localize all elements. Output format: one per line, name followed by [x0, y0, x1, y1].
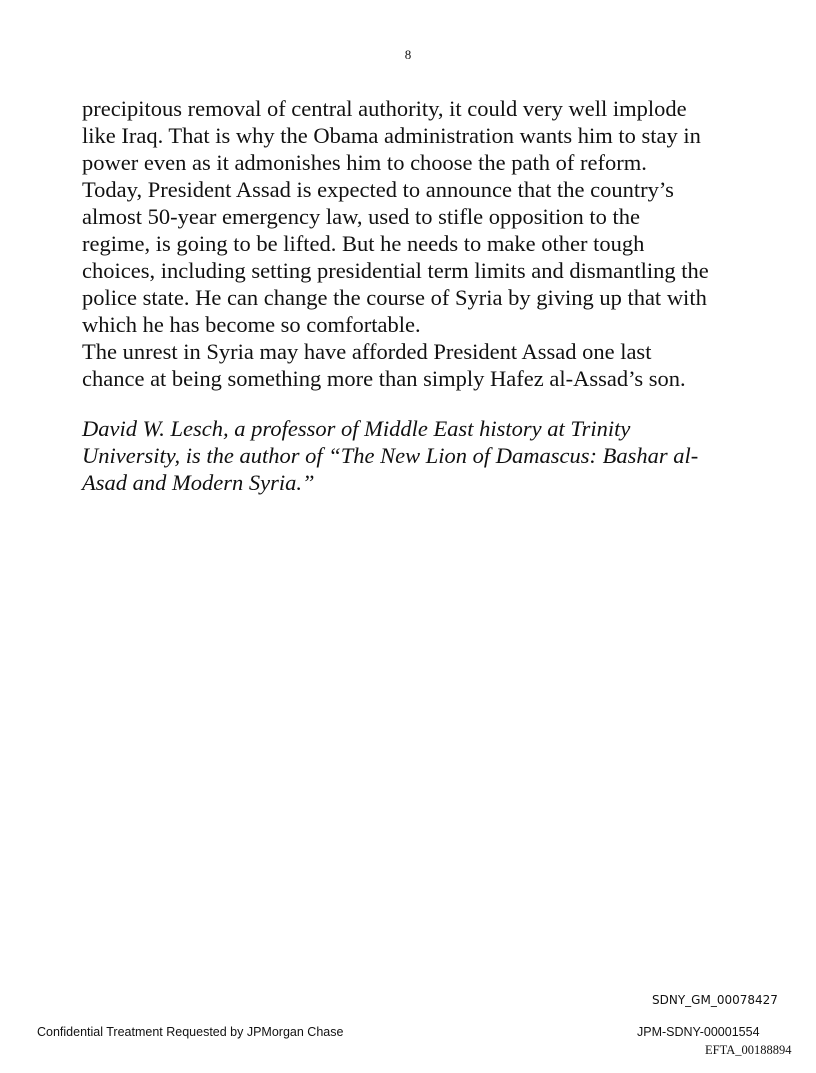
article-line: police state. He can change the course of Syria by giving up that with [82, 285, 707, 310]
article-line: precipitous removal of central authority, it could very well implode [82, 96, 687, 121]
article-line: The unrest in Syria may have afforded President Assad one last [82, 339, 652, 364]
article-line: which he has become so comfortable. [82, 312, 421, 337]
byline-line: David W. Lesch, a professor of Middle East history at Trinity [82, 416, 631, 441]
byline-line: Asad and Modern Syria.” [82, 470, 315, 495]
page-number: 8 [404, 47, 412, 62]
article-line: chance at being something more than simply Hafez al-Assad’s son. [82, 366, 686, 391]
article-body [82, 95, 762, 392]
byline-line: University, is the author of “The New Lion of Damascus: Bashar al- [82, 443, 699, 468]
article-line: almost 50-year emergency law, used to stifle opposition to the [82, 204, 640, 229]
bates-number-jpm: JPM-SDNY-00001554 [637, 1025, 760, 1039]
article-line: regime, is going to be lifted. But he needs to make other tough [82, 231, 645, 256]
article-line: like Iraq. That is why the Obama administration wants him to stay in [82, 123, 701, 148]
bates-number-sdny: SDNY_GM_00078427 [652, 993, 778, 1007]
article-line: power even as it admonishes him to choose the path of reform. [82, 150, 647, 175]
confidential-notice: Confidential Treatment Requested by JPMorgan Chase [37, 1025, 344, 1039]
article-line: Today, President Assad is expected to announce that the country’s [82, 177, 674, 202]
article-line: choices, including setting presidential term limits and dismantling the [82, 258, 709, 283]
efta-number: EFTA_00188894 [705, 1043, 792, 1057]
author-byline [82, 415, 762, 496]
